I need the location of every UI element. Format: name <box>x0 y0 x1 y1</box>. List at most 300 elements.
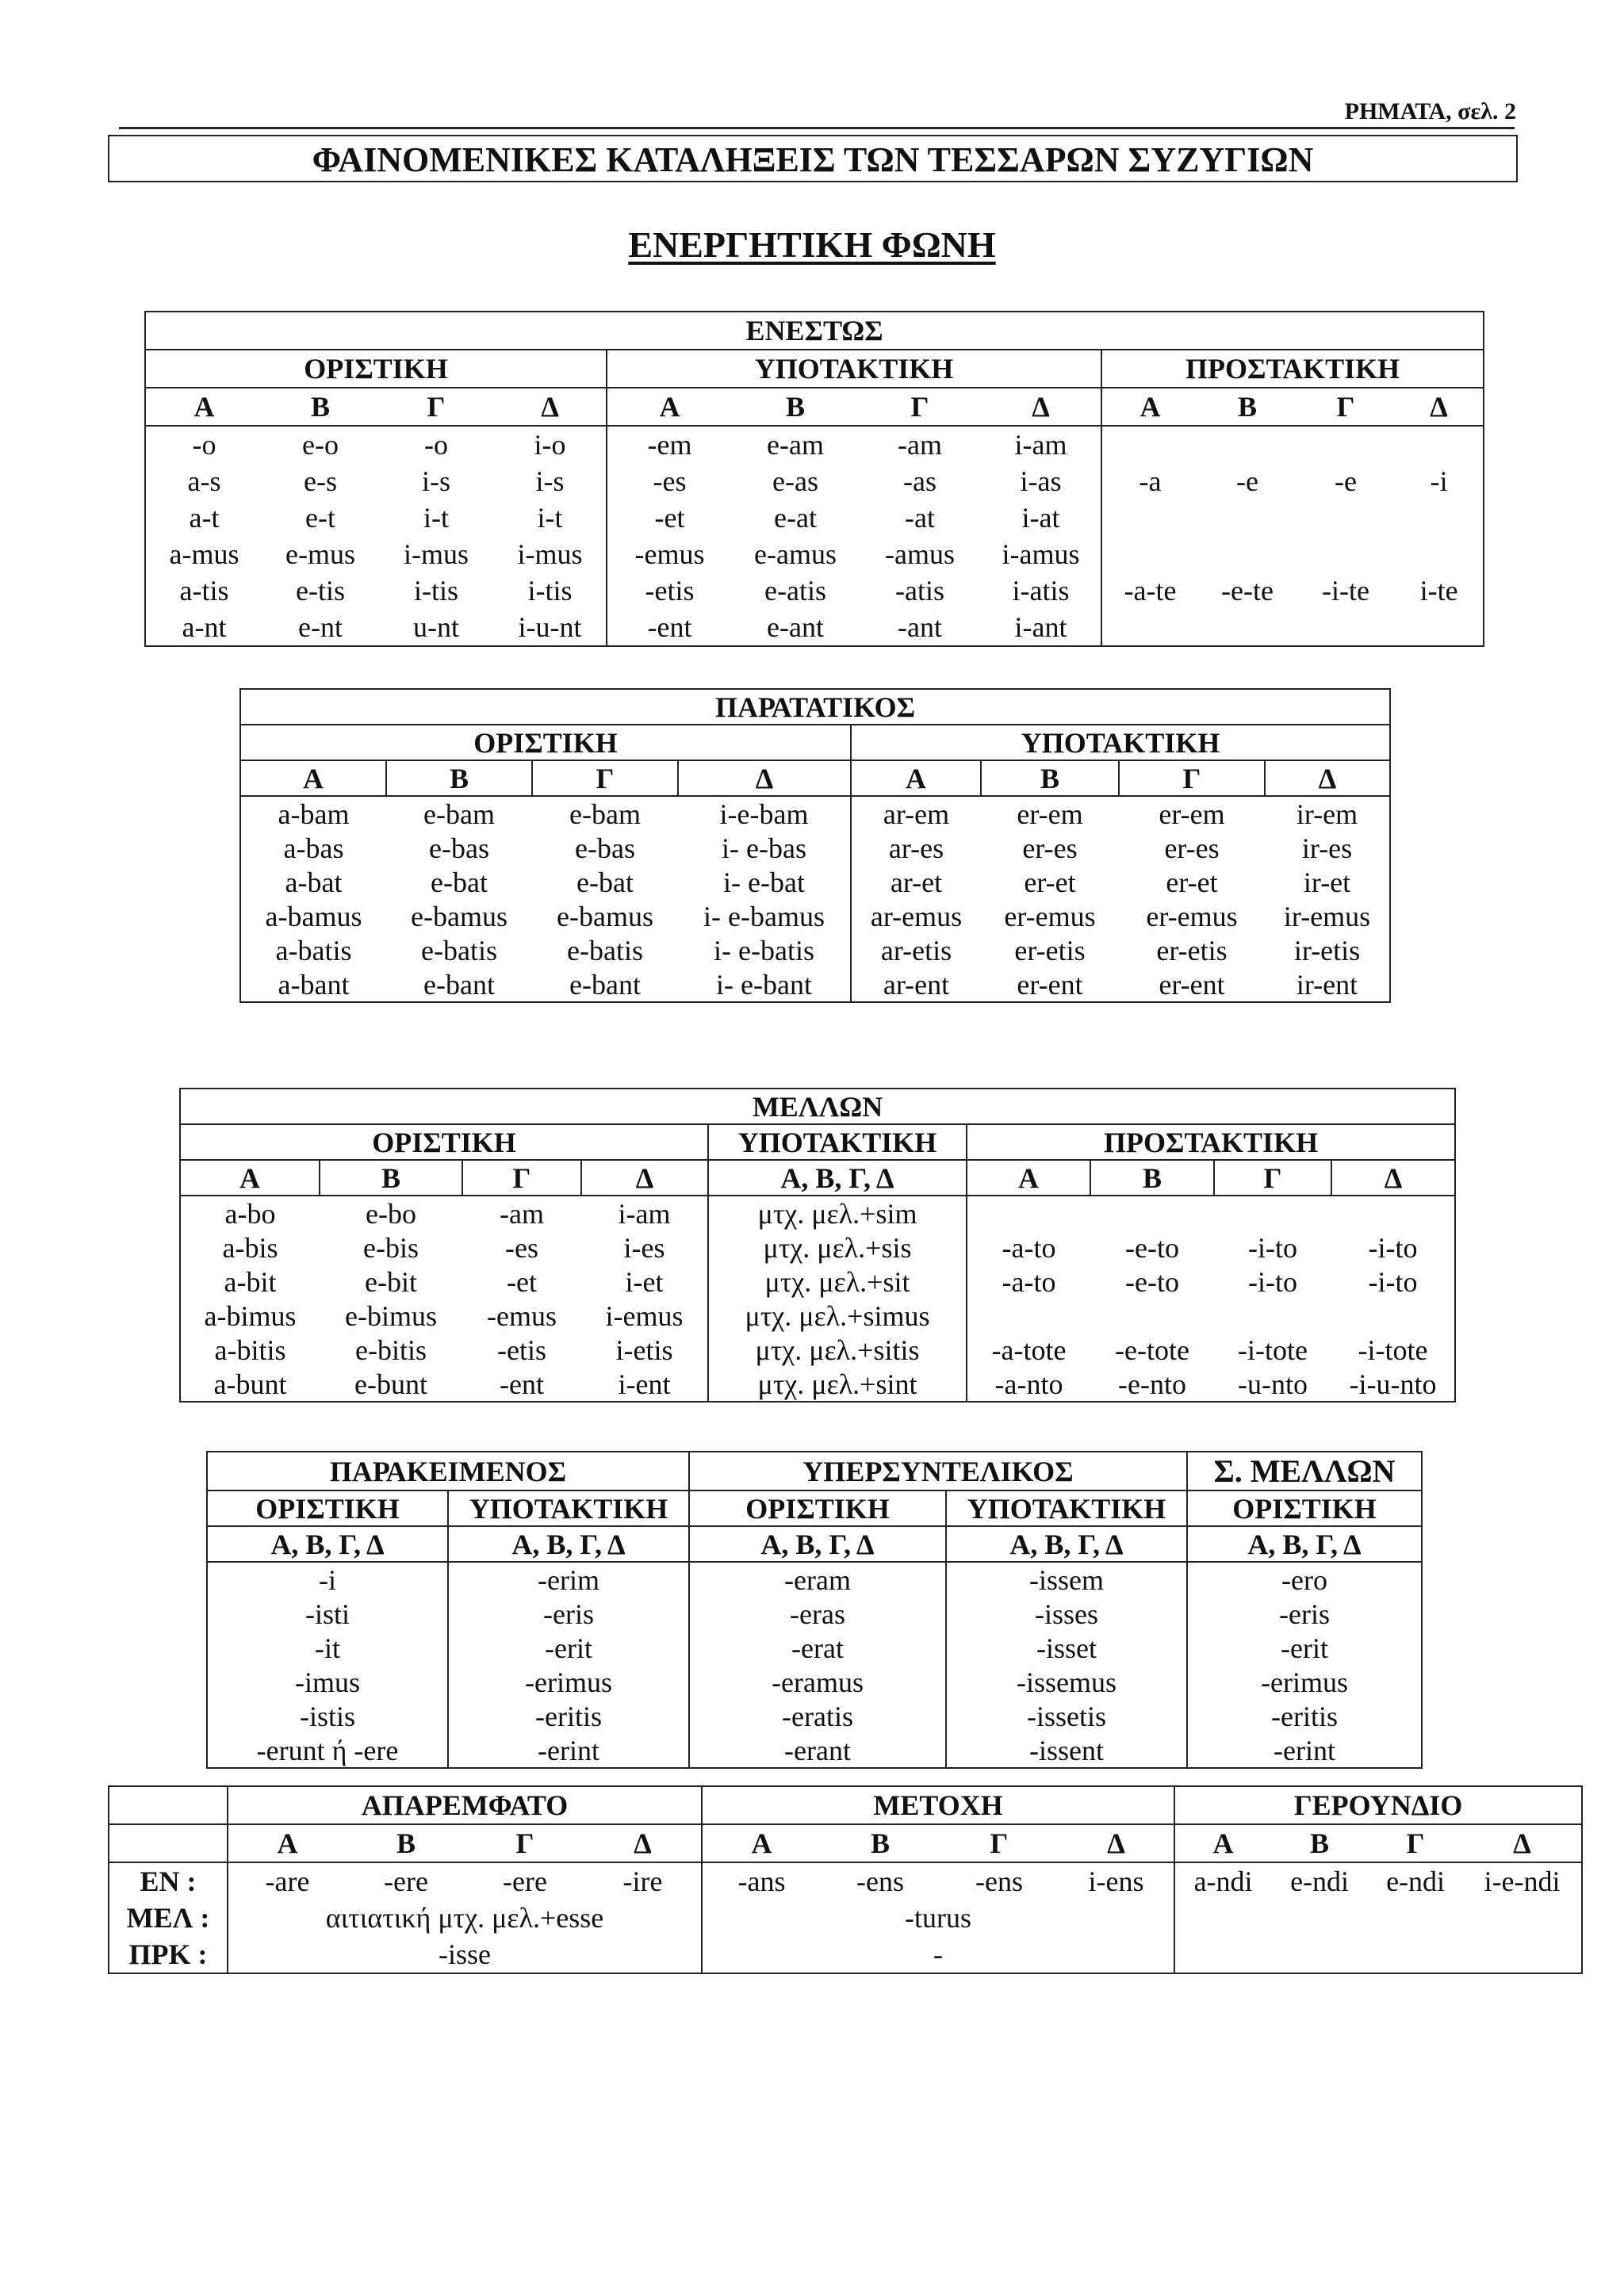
conj-header: Β <box>386 760 532 796</box>
conj-header: Δ <box>584 1824 702 1862</box>
ending-cell: -i-to <box>1368 1231 1418 1264</box>
conj-header: Α, Β, Γ, Δ <box>207 1526 448 1562</box>
ending-cell: -i <box>1430 465 1448 497</box>
ending-cell: a-nt <box>182 611 227 643</box>
ending-cell: -erit <box>448 1631 689 1665</box>
conj-header: Γ <box>990 1827 1009 1859</box>
conj-header: Α <box>277 1827 298 1859</box>
ending-cell: -e <box>1335 465 1357 497</box>
ending-cell: er-ent <box>1159 968 1225 1001</box>
ending-cell: -isses <box>946 1597 1187 1631</box>
ending-cell: er-em <box>1017 798 1083 830</box>
ending-cell: -issetis <box>946 1699 1187 1733</box>
ending-cell: er-et <box>1024 866 1076 898</box>
ending-cell: -eritis <box>448 1699 689 1733</box>
conj-header: Δ <box>1430 391 1448 423</box>
conj-header: Δ <box>981 388 1101 426</box>
ending-cell: -ans <box>737 1866 786 1897</box>
ending-cell: αιτιατική μτχ. μελ.+esse <box>228 1900 702 1936</box>
mood-header-oristiki: ΟΡΙΣΤΙΚΗ <box>207 1490 448 1526</box>
ending-cell: i-tis <box>413 575 458 607</box>
mood-header-oristiki: ΟΡΙΣΤΙΚΗ <box>1232 1492 1377 1525</box>
conj-header: Β <box>870 1827 890 1859</box>
table-row <box>240 865 1390 899</box>
ending-cell: μτχ. μελ.+simus <box>708 1299 967 1333</box>
ending-cell: a-mus <box>169 538 239 570</box>
conj-header: Δ <box>581 1160 708 1196</box>
ending-cell: er-emus <box>1004 900 1096 932</box>
ending-cell: -i-to <box>1248 1265 1297 1298</box>
conj-header: Β <box>1310 1827 1330 1859</box>
table-row <box>207 1665 1422 1699</box>
table-row <box>180 1333 1455 1367</box>
ending-cell: e-ant <box>767 611 824 643</box>
form-header-gerundio: ΓΕΡΟΥΝΔΙΟ <box>1293 1789 1463 1821</box>
table-row <box>145 463 1484 499</box>
conj-header: Α, Β, Γ, Δ <box>448 1526 689 1562</box>
ending-cell: -i-tote <box>1238 1334 1308 1366</box>
ending-cell: a-tis <box>179 575 229 607</box>
ending-cell <box>1090 1299 1214 1333</box>
ending-cell <box>1395 426 1484 463</box>
row-label: ΜΕΛ : <box>109 1900 228 1936</box>
conj-header: Δ <box>1059 1824 1174 1862</box>
ending-cell: i-emus <box>581 1299 708 1333</box>
ending-cell: -it <box>207 1631 448 1665</box>
ending-cell: a-t <box>189 502 220 534</box>
conj-header: Β <box>310 391 330 423</box>
ending-cell: -es <box>505 1231 538 1264</box>
ending-cell: -istis <box>207 1699 448 1733</box>
ending-cell: -ens <box>856 1866 904 1897</box>
ending-cell: -eritis <box>1271 1700 1338 1732</box>
ending-cell: -e-te <box>1221 575 1274 607</box>
ending-cell: ar-ent <box>883 968 950 1001</box>
ending-cell: ir-emus <box>1283 900 1371 932</box>
ending-cell: i-mus <box>494 536 607 572</box>
ending-cell: e-bit <box>365 1265 417 1298</box>
table-row <box>240 899 1390 933</box>
ending-cell: e-at <box>774 502 817 534</box>
table-row <box>145 536 1484 572</box>
ending-cell: er-es <box>1022 832 1078 864</box>
ending-cell <box>1214 1299 1331 1333</box>
ending-cell: -isset <box>946 1631 1187 1665</box>
table-row <box>180 1367 1455 1402</box>
ending-cell: -em <box>647 429 692 461</box>
ending-cell: -i-u-nto <box>1349 1368 1437 1400</box>
tense-header-s-mellon: Σ. ΜΕΛΛΩΝ <box>1213 1453 1396 1489</box>
ending-cell: -isti <box>207 1597 448 1631</box>
ending-cell: e-ndi <box>1290 1866 1350 1897</box>
ending-cell: -issem <box>946 1562 1187 1597</box>
ending-cell: -e <box>1236 465 1258 497</box>
ending-cell: i-t <box>494 499 607 536</box>
mood-header-oristiki: ΟΡΙΣΤΙΚΗ <box>145 350 607 388</box>
table-row <box>240 933 1390 967</box>
ending-cell: a-bitis <box>214 1334 286 1366</box>
nominal-forms-table <box>108 1785 1583 1974</box>
conj-header: Α <box>751 1827 772 1859</box>
ending-cell: -etis <box>645 575 695 607</box>
ending-cell: i- e-bat <box>678 865 851 899</box>
ending-cell: -a-te <box>1124 575 1177 607</box>
conj-header: Γ <box>910 391 929 423</box>
ending-cell: e-bitis <box>355 1334 427 1366</box>
ending-cell: a-bamus <box>265 900 362 932</box>
ending-cell: -o <box>192 429 216 461</box>
ending-cell: e-bas <box>429 832 489 864</box>
ending-cell: i-am <box>981 426 1101 463</box>
ending-cell: -i-tote <box>1358 1334 1428 1366</box>
ending-cell: i- e-bas <box>678 831 851 865</box>
ending-cell: e-amus <box>754 538 837 570</box>
ending-cell: -eris <box>448 1597 689 1631</box>
ending-cell: -eramus <box>689 1665 946 1699</box>
tense-header-ypersyntelikos: ΥΠΕΡΣΥΝΤΕΛΙΚΟΣ <box>689 1452 1187 1490</box>
tense-header-parakeimenos: ΠΑΡΑΚΕΙΜΕΝΟΣ <box>207 1452 689 1490</box>
ending-cell: -ero <box>1281 1563 1327 1596</box>
ending-cell: -a <box>1139 465 1162 497</box>
row-mel <box>109 1900 1582 1936</box>
ending-cell: i-am <box>581 1196 708 1230</box>
ending-cell: i-ant <box>981 609 1101 646</box>
ending-cell: er-ent <box>1017 968 1083 1001</box>
ending-cell: i- e-bant <box>678 967 851 1002</box>
ending-cell: a-bimus <box>204 1299 297 1332</box>
table-row <box>207 1562 1422 1597</box>
ending-cell: -e-to <box>1125 1231 1179 1264</box>
ending-cell: e-bimus <box>345 1299 437 1332</box>
ending-cell: -erit <box>1281 1632 1328 1664</box>
form-header-metochi: ΜΕΤΟΧΗ <box>702 1786 1174 1824</box>
ending-cell: ir-etis <box>1293 934 1361 966</box>
table-row <box>240 967 1390 1002</box>
ending-cell: er-em <box>1159 798 1225 830</box>
ending-cell: -et <box>507 1265 537 1298</box>
conj-header: Α <box>967 1160 1090 1196</box>
ending-cell: -at <box>905 502 935 534</box>
form-header-aparemfato: ΑΠΑΡΕΜΦΑΤΟ <box>228 1786 702 1824</box>
ending-cell: i-u-nt <box>494 609 607 646</box>
ending-cell: i-e-ndi <box>1484 1866 1561 1897</box>
ending-cell: e-as <box>772 465 818 497</box>
ending-cell: -imus <box>207 1665 448 1699</box>
ending-cell: i-s <box>422 465 450 497</box>
ending-cell <box>1214 1196 1331 1230</box>
table-row <box>180 1230 1455 1265</box>
mood-header-oristiki: ΟΡΙΣΤΙΚΗ <box>180 1124 708 1160</box>
ending-cell: -erat <box>689 1631 946 1665</box>
ending-cell: μτχ. μελ.+sim <box>708 1196 967 1230</box>
ending-cell: i- e-bamus <box>678 899 851 933</box>
ending-cell: e-atis <box>764 575 826 607</box>
ending-cell: -are <box>265 1866 310 1897</box>
ending-cell: e-bat <box>431 866 488 898</box>
present-tense-table <box>144 311 1484 647</box>
ending-cell: e-s <box>304 465 337 497</box>
conj-header: Α <box>193 391 215 423</box>
ending-cell: ar-es <box>888 832 944 864</box>
ending-cell: e-batis <box>567 934 643 966</box>
mood-header-ypotaktiki: ΥΠΟΤΑΚΤΙΚΗ <box>708 1124 967 1160</box>
ending-cell: -am <box>898 429 942 461</box>
ending-cell: -eratis <box>689 1699 946 1733</box>
ending-cell: μτχ. μελ.+sint <box>708 1367 967 1402</box>
table-row <box>145 609 1484 646</box>
conj-header: Γ <box>515 1827 534 1859</box>
table-row <box>145 499 1484 536</box>
ending-cell: a-bit <box>224 1265 277 1298</box>
ending-cell: -e-to <box>1125 1265 1179 1298</box>
ending-cell: -ens <box>975 1866 1023 1897</box>
row-prk <box>109 1936 1582 1973</box>
ending-cell: e-bam <box>423 798 495 830</box>
ending-cell: i-et <box>581 1265 708 1299</box>
table-row <box>207 1733 1422 1768</box>
ending-cell: er-et <box>1166 866 1218 898</box>
ending-cell <box>1297 499 1395 536</box>
perfect-endings-body <box>207 1562 1422 1768</box>
mood-header-ypotaktiki: ΥΠΟΤΑΚΤΙΚΗ <box>946 1490 1187 1526</box>
ending-cell: -ant <box>898 611 942 643</box>
ending-cell: -a-to <box>1002 1231 1056 1264</box>
ending-cell <box>1395 609 1484 646</box>
conj-header: Α <box>1212 1827 1234 1859</box>
ending-cell <box>1101 609 1198 646</box>
table-row <box>207 1631 1422 1665</box>
ending-cell: -erimus <box>448 1665 689 1699</box>
ending-cell: -am <box>500 1197 544 1230</box>
ending-cell: -amus <box>885 538 955 570</box>
ending-cell: ar-emus <box>870 900 963 932</box>
mood-header-prostaktiki: ΠΡΟΣΤΑΚΤΙΚΗ <box>1185 353 1400 385</box>
mood-header-oristiki: ΟΡΙΣΤΙΚΗ <box>689 1490 946 1526</box>
ending-cell: -isse <box>228 1936 702 1973</box>
conj-header: Γ <box>1406 1827 1425 1859</box>
ending-cell: -i-te <box>1322 575 1369 607</box>
ending-cell: -e-tote <box>1115 1334 1189 1366</box>
ending-cell: a-bis <box>222 1231 278 1264</box>
ending-cell: -i-to <box>1368 1265 1418 1298</box>
ending-cell <box>967 1196 1090 1230</box>
perfect-tenses-table <box>206 1451 1423 1769</box>
ending-cell: a-bunt <box>213 1368 287 1400</box>
ending-cell: -e-nto <box>1118 1368 1186 1400</box>
conj-header: Β <box>320 1160 462 1196</box>
ending-cell: -a-tote <box>991 1334 1067 1366</box>
conj-header: Α <box>659 391 680 423</box>
ending-cell: i-atis <box>981 572 1101 609</box>
conj-header: Α, Β, Γ, Δ <box>689 1526 946 1562</box>
present-endings-body <box>145 426 1484 646</box>
table-row <box>180 1299 1455 1333</box>
table-row <box>240 831 1390 865</box>
ending-cell: i-amus <box>981 536 1101 572</box>
ending-cell: er-etis <box>1014 934 1086 966</box>
ending-cell: e-bamus <box>411 900 508 932</box>
ending-cell <box>1331 1196 1455 1230</box>
ending-cell: a-bat <box>285 866 343 898</box>
ending-cell: -issent <box>946 1733 1187 1768</box>
conj-header: Δ <box>678 760 851 796</box>
ending-cell: -o <box>424 429 448 461</box>
ending-cell: e-bas <box>575 832 635 864</box>
ending-cell <box>1198 609 1297 646</box>
ending-cell: e-t <box>305 502 335 534</box>
ending-cell: er-es <box>1164 832 1220 864</box>
ending-cell: -a-nto <box>994 1368 1063 1400</box>
conj-header: Α, Β, Γ, Δ <box>1247 1528 1362 1560</box>
ending-cell <box>1297 609 1395 646</box>
ending-cell: e-bo <box>366 1197 416 1230</box>
ending-cell <box>1297 536 1395 572</box>
ending-cell: i-ent <box>581 1367 708 1402</box>
ending-cell: ar-em <box>883 798 950 830</box>
ending-cell: e-bunt <box>354 1368 427 1400</box>
ending-cell: -erunt ή -ere <box>207 1733 448 1768</box>
ending-cell: μτχ. μελ.+sis <box>708 1230 967 1265</box>
conj-header: Β <box>396 1827 416 1859</box>
ending-cell: ir-et <box>1303 866 1351 898</box>
ending-cell: e-am <box>767 429 824 461</box>
table-title: ΜΕΛΛΩΝ <box>180 1089 1455 1124</box>
table-row <box>180 1265 1455 1299</box>
conj-header: Β <box>1090 1160 1214 1196</box>
mood-header-ypotaktiki: ΥΠΟΤΑΚΤΙΚΗ <box>607 350 1101 388</box>
conj-header: Γ <box>532 760 678 796</box>
ending-cell: a-bas <box>283 832 344 864</box>
ending-cell: i-s <box>494 463 607 499</box>
conj-header: Γ <box>1119 760 1265 796</box>
conj-header: Γ <box>462 1160 581 1196</box>
table-row <box>240 796 1390 831</box>
ending-cell: i-as <box>981 463 1101 499</box>
ending-cell: μτχ. μελ.+sitis <box>708 1333 967 1367</box>
conj-header: Β <box>981 760 1119 796</box>
ending-cell: u-nt <box>413 611 459 643</box>
ending-cell <box>1331 1299 1455 1333</box>
ending-cell: i-tis <box>494 572 607 609</box>
ending-cell: -atis <box>895 575 944 607</box>
ending-cell: e-o <box>302 429 339 461</box>
ending-cell: e-bis <box>363 1231 419 1264</box>
future-tense-table <box>179 1088 1456 1402</box>
ending-cell: er-etis <box>1156 934 1228 966</box>
conj-header: Γ <box>427 391 446 423</box>
ending-cell: i-mus <box>403 538 469 570</box>
conj-header: Α, Β, Γ, Δ <box>946 1526 1187 1562</box>
ending-cell: i- e-batis <box>678 933 851 967</box>
ending-cell: a-batis <box>275 934 352 966</box>
ending-cell: i-o <box>494 426 607 463</box>
ending-cell <box>1090 1196 1214 1230</box>
conj-header: Δ <box>494 388 607 426</box>
mood-header-prostaktiki: ΠΡΟΣΤΑΚΤΙΚΗ <box>1104 1126 1319 1158</box>
ending-cell <box>1101 426 1198 463</box>
conj-header: Α, Β, Γ, Δ <box>708 1160 967 1196</box>
conj-header: Α <box>1139 391 1161 423</box>
row-en <box>109 1862 1582 1900</box>
page-title: ΦΑΙΝΟΜΕΝΙΚΕΣ ΚΑΤΑΛΗΞΕΙΣ ΤΩΝ ΤΕΣΣΑΡΩΝ ΣΥΖΥΓΙΩΝ <box>108 135 1518 182</box>
ending-cell: i-e-bam <box>678 796 851 831</box>
ending-cell: ar-etis <box>880 934 952 966</box>
conj-header: Β <box>1237 391 1257 423</box>
ending-cell: -emus <box>634 538 705 570</box>
conj-header: Γ <box>1214 1160 1331 1196</box>
ending-cell: -et <box>654 502 685 534</box>
conj-header: Α <box>180 1160 320 1196</box>
table-title: ΠΑΡΑΤΑΤΙΚΟΣ <box>240 689 1390 725</box>
ending-cell: ir-em <box>1296 798 1358 830</box>
future-endings-body <box>180 1196 1455 1402</box>
ending-cell: ir-es <box>1301 832 1353 864</box>
conj-header: Γ <box>1336 391 1355 423</box>
ending-cell: -eram <box>689 1562 946 1597</box>
table-title: ΕΝΕΣΤΩΣ <box>145 312 1484 350</box>
ending-cell: -ere <box>384 1866 428 1897</box>
ending-cell: e-mus <box>285 538 355 570</box>
ending-cell: -erimus <box>1261 1666 1348 1698</box>
conj-header: Δ <box>1513 1827 1531 1859</box>
table-row <box>207 1699 1422 1733</box>
ending-cell: ir-ent <box>1296 968 1358 1001</box>
ending-cell: -emus <box>487 1299 557 1332</box>
ending-cell: e-bam <box>569 798 641 830</box>
ending-cell <box>1395 536 1484 572</box>
ending-cell: -u-nto <box>1238 1368 1308 1400</box>
ending-cell <box>1101 536 1198 572</box>
ending-cell <box>1297 426 1395 463</box>
ending-cell <box>1395 499 1484 536</box>
ending-cell: μτχ. μελ.+sit <box>708 1265 967 1299</box>
conj-header: Δ <box>1384 1161 1403 1194</box>
ending-cell: ar-et <box>890 866 943 898</box>
conj-header: Β <box>785 391 805 423</box>
ending-cell: -i <box>207 1562 448 1597</box>
ending-cell: a-bant <box>278 968 350 1001</box>
ending-cell <box>1198 536 1297 572</box>
ending-cell: e-bant <box>423 968 495 1001</box>
ending-cell: e-batis <box>421 934 497 966</box>
ending-cell: e-nt <box>298 611 343 643</box>
ending-cell <box>1101 499 1198 536</box>
ending-cell: -ere <box>503 1866 547 1897</box>
imperfect-tense-table <box>239 688 1391 1003</box>
ending-cell: -issemus <box>946 1665 1187 1699</box>
row-label: ΕΝ : <box>109 1862 228 1900</box>
ending-cell: a-bo <box>224 1197 276 1230</box>
ending-cell: i-te <box>1419 575 1458 607</box>
ending-cell <box>1198 499 1297 536</box>
ending-cell: a-ndi <box>1193 1866 1253 1897</box>
mood-header-oristiki: ΟΡΙΣΤΙΚΗ <box>240 725 851 760</box>
ending-cell: -es <box>653 465 687 497</box>
conj-header: Δ <box>1318 762 1337 794</box>
ending-cell: -ent <box>647 611 692 643</box>
header-rule <box>119 127 1515 129</box>
row-label: ΠΡΚ : <box>109 1936 228 1973</box>
table-row <box>180 1196 1455 1230</box>
conj-header: Α <box>240 760 386 796</box>
ending-cell: e-bant <box>569 968 641 1001</box>
table-row <box>207 1597 1422 1631</box>
ending-cell: -as <box>903 465 936 497</box>
ending-cell <box>967 1299 1090 1333</box>
section-subtitle: ΕΝΕΡΓΗΤΙΚΗ ΦΩΝΗ <box>628 224 996 265</box>
ending-cell: i-ens <box>1059 1862 1174 1900</box>
ending-cell: i-etis <box>581 1333 708 1367</box>
